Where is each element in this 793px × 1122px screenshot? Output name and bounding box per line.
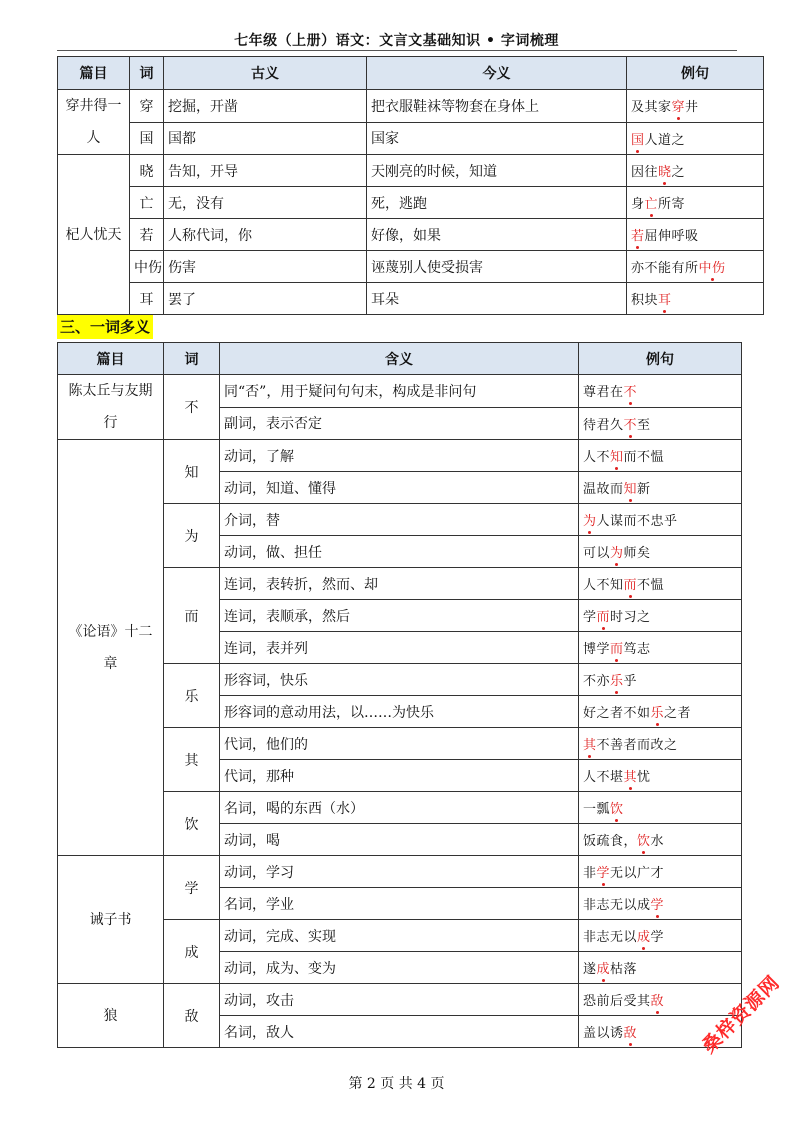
text-title-cell: 杞人忧天 (58, 155, 130, 315)
column-header-word: 词 (164, 343, 220, 375)
example-sentence (579, 568, 742, 600)
example-highlight: 敌 (623, 1026, 638, 1041)
example-highlight: 学 (650, 898, 665, 913)
column-header-example: 例句 (627, 57, 764, 90)
example-highlight: 为 (610, 546, 624, 561)
table-row (58, 155, 764, 187)
modern-meaning-cell: 好像，如果 (367, 219, 627, 251)
example-sentence (579, 920, 742, 952)
example-highlight: 中伤 (698, 261, 726, 276)
table-row (58, 984, 742, 1016)
example-text: 不愠 (637, 578, 665, 593)
word-cell: 不 (164, 375, 220, 440)
example-sentence (627, 90, 764, 123)
example-sentence (627, 187, 764, 219)
word-cell: 乐 (164, 664, 220, 728)
example-text: 无以广才 (610, 866, 665, 881)
example-highlight: 成 (596, 962, 611, 977)
meaning-cell: 名词，喝的东西（水） (220, 792, 579, 824)
word-cell: 若 (130, 219, 164, 251)
example-text: 温故而 (583, 482, 624, 497)
page-header-title: 七年级（上册）语文：文言文基础知识 • 字词梳理 (234, 33, 559, 49)
meaning-cell: 动词，知道、懂得 (220, 472, 579, 504)
example-text: 时习之 (610, 610, 651, 625)
example-highlight: 其 (583, 738, 597, 753)
example-sentence (579, 375, 742, 408)
table-row (58, 90, 764, 123)
word-cell: 成 (164, 920, 220, 984)
example-text: 不善者而改之 (596, 738, 678, 753)
example-sentence (579, 984, 742, 1016)
word-cell: 国 (130, 122, 164, 155)
page-number: 第 2 页 共 4 页 (348, 1076, 445, 1092)
example-text: 人道之 (644, 132, 686, 148)
text-title-cell: 诫子书 (58, 856, 164, 984)
example-highlight: 知 (610, 450, 624, 465)
example-text: 之 (671, 165, 686, 180)
meaning-cell: 动词，成为、变为 (220, 952, 579, 984)
modern-meaning-cell: 耳朵 (367, 283, 627, 315)
example-highlight: 学 (596, 866, 611, 881)
example-highlight: 敌 (650, 994, 665, 1009)
ancient-meaning-cell: 伤害 (164, 251, 367, 283)
table-row (58, 187, 764, 219)
text-title-cell: 穿井得一人 (58, 90, 130, 155)
example-text: 非志无以 (583, 930, 638, 945)
table-header-row (58, 343, 742, 375)
column-header-example: 例句 (579, 343, 742, 375)
example-highlight: 穿 (671, 100, 686, 116)
column-header-title: 篇目 (58, 57, 130, 90)
example-text: 尊君在 (583, 385, 624, 401)
example-text: 师矣 (623, 546, 651, 561)
column-header-title: 篇目 (58, 343, 164, 375)
word-cell: 敌 (164, 984, 220, 1048)
example-text: 忧 (637, 770, 651, 785)
ancient-meaning-cell: 人称代词，你 (164, 219, 367, 251)
example-text: 待君久 (583, 417, 624, 433)
example-text: 恐前后受其 (583, 994, 651, 1009)
example-sentence (579, 760, 742, 792)
example-text: 博学 (583, 642, 611, 657)
example-text: 至 (637, 417, 651, 433)
example-sentence (579, 664, 742, 696)
ancient-meaning-cell: 挖掘，开凿 (164, 90, 367, 123)
example-text: 不亦 (583, 674, 611, 689)
table-row (58, 856, 742, 888)
meaning-cell: 动词，完成、实现 (220, 920, 579, 952)
example-sentence (627, 219, 764, 251)
example-sentence (579, 600, 742, 632)
table-row (58, 440, 742, 472)
meaning-cell: 连词，表顺承，然后 (220, 600, 579, 632)
example-highlight: 不 (623, 417, 638, 433)
example-sentence (579, 888, 742, 920)
example-sentence (579, 696, 742, 728)
example-text: 水 (650, 834, 665, 849)
word-cell: 为 (164, 504, 220, 568)
example-highlight: 成 (637, 930, 651, 945)
word-cell: 而 (164, 568, 220, 664)
meaning-cell: 代词，那种 (220, 760, 579, 792)
word-cell: 学 (164, 856, 220, 920)
table-row (58, 375, 742, 408)
example-highlight: 乐 (610, 674, 624, 689)
modern-meaning-cell: 天刚亮的时候，知道 (367, 155, 627, 187)
example-text: 而不愠 (623, 450, 665, 465)
section-heading-polysemy: 三、一词多义 (57, 315, 153, 339)
example-text: 学 (650, 930, 665, 945)
header-divider (57, 50, 737, 51)
example-sentence (579, 536, 742, 568)
example-text: 学 (583, 610, 597, 625)
example-sentence (579, 824, 742, 856)
meaning-cell: 形容词的意动用法，以……为快乐 (220, 696, 579, 728)
word-cell: 中伤 (130, 251, 164, 283)
table-row (58, 122, 764, 155)
meaning-cell: 介词，替 (220, 504, 579, 536)
meaning-cell: 形容词，快乐 (220, 664, 579, 696)
example-text: 及其家 (631, 100, 672, 116)
word-cell: 亡 (130, 187, 164, 219)
example-sentence (579, 472, 742, 504)
example-text: 一瓢 (583, 802, 611, 817)
example-highlight: 为 (583, 514, 597, 529)
meaning-cell: 动词，了解 (220, 440, 579, 472)
example-highlight: 晓 (658, 165, 672, 180)
example-sentence (627, 251, 764, 283)
example-text: 身 (631, 197, 645, 212)
example-text: 人谋而不忠乎 (596, 514, 678, 529)
example-text: 人不 (583, 450, 611, 465)
example-highlight: 饮 (637, 834, 651, 849)
example-text: 乎 (623, 674, 638, 689)
word-cell: 其 (164, 728, 220, 792)
column-header-meaning: 含义 (220, 343, 579, 375)
example-highlight: 不 (623, 385, 638, 401)
word-meaning-table (57, 56, 764, 315)
example-text: 人不堪 (583, 770, 624, 785)
ancient-meaning-cell: 无，没有 (164, 187, 367, 219)
example-text: 非志无以成 (583, 898, 651, 913)
example-highlight: 亡 (644, 197, 659, 212)
column-header-word: 词 (130, 57, 164, 90)
example-highlight: 乐 (650, 706, 665, 721)
example-text: 积块 (631, 293, 659, 308)
ancient-meaning-cell: 告知，开导 (164, 155, 367, 187)
example-text: 笃志 (623, 642, 651, 657)
example-highlight: 而 (623, 578, 638, 593)
example-sentence (579, 952, 742, 984)
word-cell: 饮 (164, 792, 220, 856)
watermark-logo: 桑梓资源网 (697, 971, 785, 1058)
meaning-cell: 动词，喝 (220, 824, 579, 856)
example-text: 人不知 (583, 578, 624, 593)
column-header-ancient-meaning: 古义 (164, 57, 367, 90)
meaning-cell: 名词，敌人 (220, 1016, 579, 1048)
meaning-cell: 代词，他们的 (220, 728, 579, 760)
meaning-cell: 名词，学业 (220, 888, 579, 920)
example-highlight: 若 (631, 229, 645, 244)
example-text: 所寄 (658, 197, 686, 212)
meaning-cell: 动词，学习 (220, 856, 579, 888)
example-text: 好之者不如 (583, 706, 651, 721)
meaning-cell: 连词，表转折，然而、却 (220, 568, 579, 600)
example-sentence (579, 632, 742, 664)
example-highlight: 而 (610, 642, 624, 657)
word-cell: 晓 (130, 155, 164, 187)
example-sentence (627, 283, 764, 315)
text-title-cell: 《论语》十二章 (58, 440, 164, 856)
column-header-modern-meaning: 今义 (367, 57, 627, 90)
example-sentence (579, 856, 742, 888)
example-text: 之者 (664, 706, 692, 721)
table-header-row (58, 57, 764, 90)
meaning-cell: 副词，表示否定 (220, 407, 579, 440)
word-cell: 穿 (130, 90, 164, 123)
example-sentence (579, 728, 742, 760)
example-highlight: 知 (623, 482, 638, 497)
ancient-meaning-cell: 国都 (164, 122, 367, 155)
text-title-cell: 狼 (58, 984, 164, 1048)
example-text: 井 (685, 100, 699, 116)
example-text: 因往 (631, 165, 659, 180)
modern-meaning-cell: 死，逃跑 (367, 187, 627, 219)
example-sentence (579, 504, 742, 536)
example-highlight: 国 (631, 132, 645, 148)
example-highlight: 而 (596, 610, 611, 625)
example-highlight: 其 (623, 770, 638, 785)
example-text: 遂 (583, 962, 597, 977)
example-text: 亦不能有所 (631, 261, 699, 276)
example-text: 盖以诱 (583, 1026, 624, 1041)
modern-meaning-cell: 把衣服鞋袜等物套在身体上 (367, 90, 627, 123)
word-cell: 耳 (130, 283, 164, 315)
example-text: 新 (637, 482, 651, 497)
example-text: 饭疏食， (583, 834, 638, 849)
example-sentence (627, 155, 764, 187)
meaning-cell: 动词，做、担任 (220, 536, 579, 568)
modern-meaning-cell: 诬蔑别人使受损害 (367, 251, 627, 283)
example-text: 非 (583, 866, 597, 881)
example-text: 枯落 (610, 962, 638, 977)
word-cell: 知 (164, 440, 220, 504)
table-row (58, 219, 764, 251)
example-highlight: 耳 (658, 293, 672, 308)
polysemy-table (57, 342, 742, 1048)
example-text: 屈伸呼吸 (644, 229, 699, 244)
example-sentence (579, 407, 742, 440)
example-sentence (579, 440, 742, 472)
example-sentence (627, 122, 764, 155)
example-highlight: 饮 (610, 802, 624, 817)
modern-meaning-cell: 国家 (367, 122, 627, 155)
ancient-meaning-cell: 罢了 (164, 283, 367, 315)
meaning-cell: 连词，表并列 (220, 632, 579, 664)
meaning-cell: 同“否”，用于疑问句句末，构成是非问句 (220, 375, 579, 408)
text-title-cell: 陈太丘与友期行 (58, 375, 164, 440)
example-sentence (579, 792, 742, 824)
table-row (58, 251, 764, 283)
meaning-cell: 动词，攻击 (220, 984, 579, 1016)
example-text: 可以 (583, 546, 611, 561)
table-row (58, 283, 764, 315)
